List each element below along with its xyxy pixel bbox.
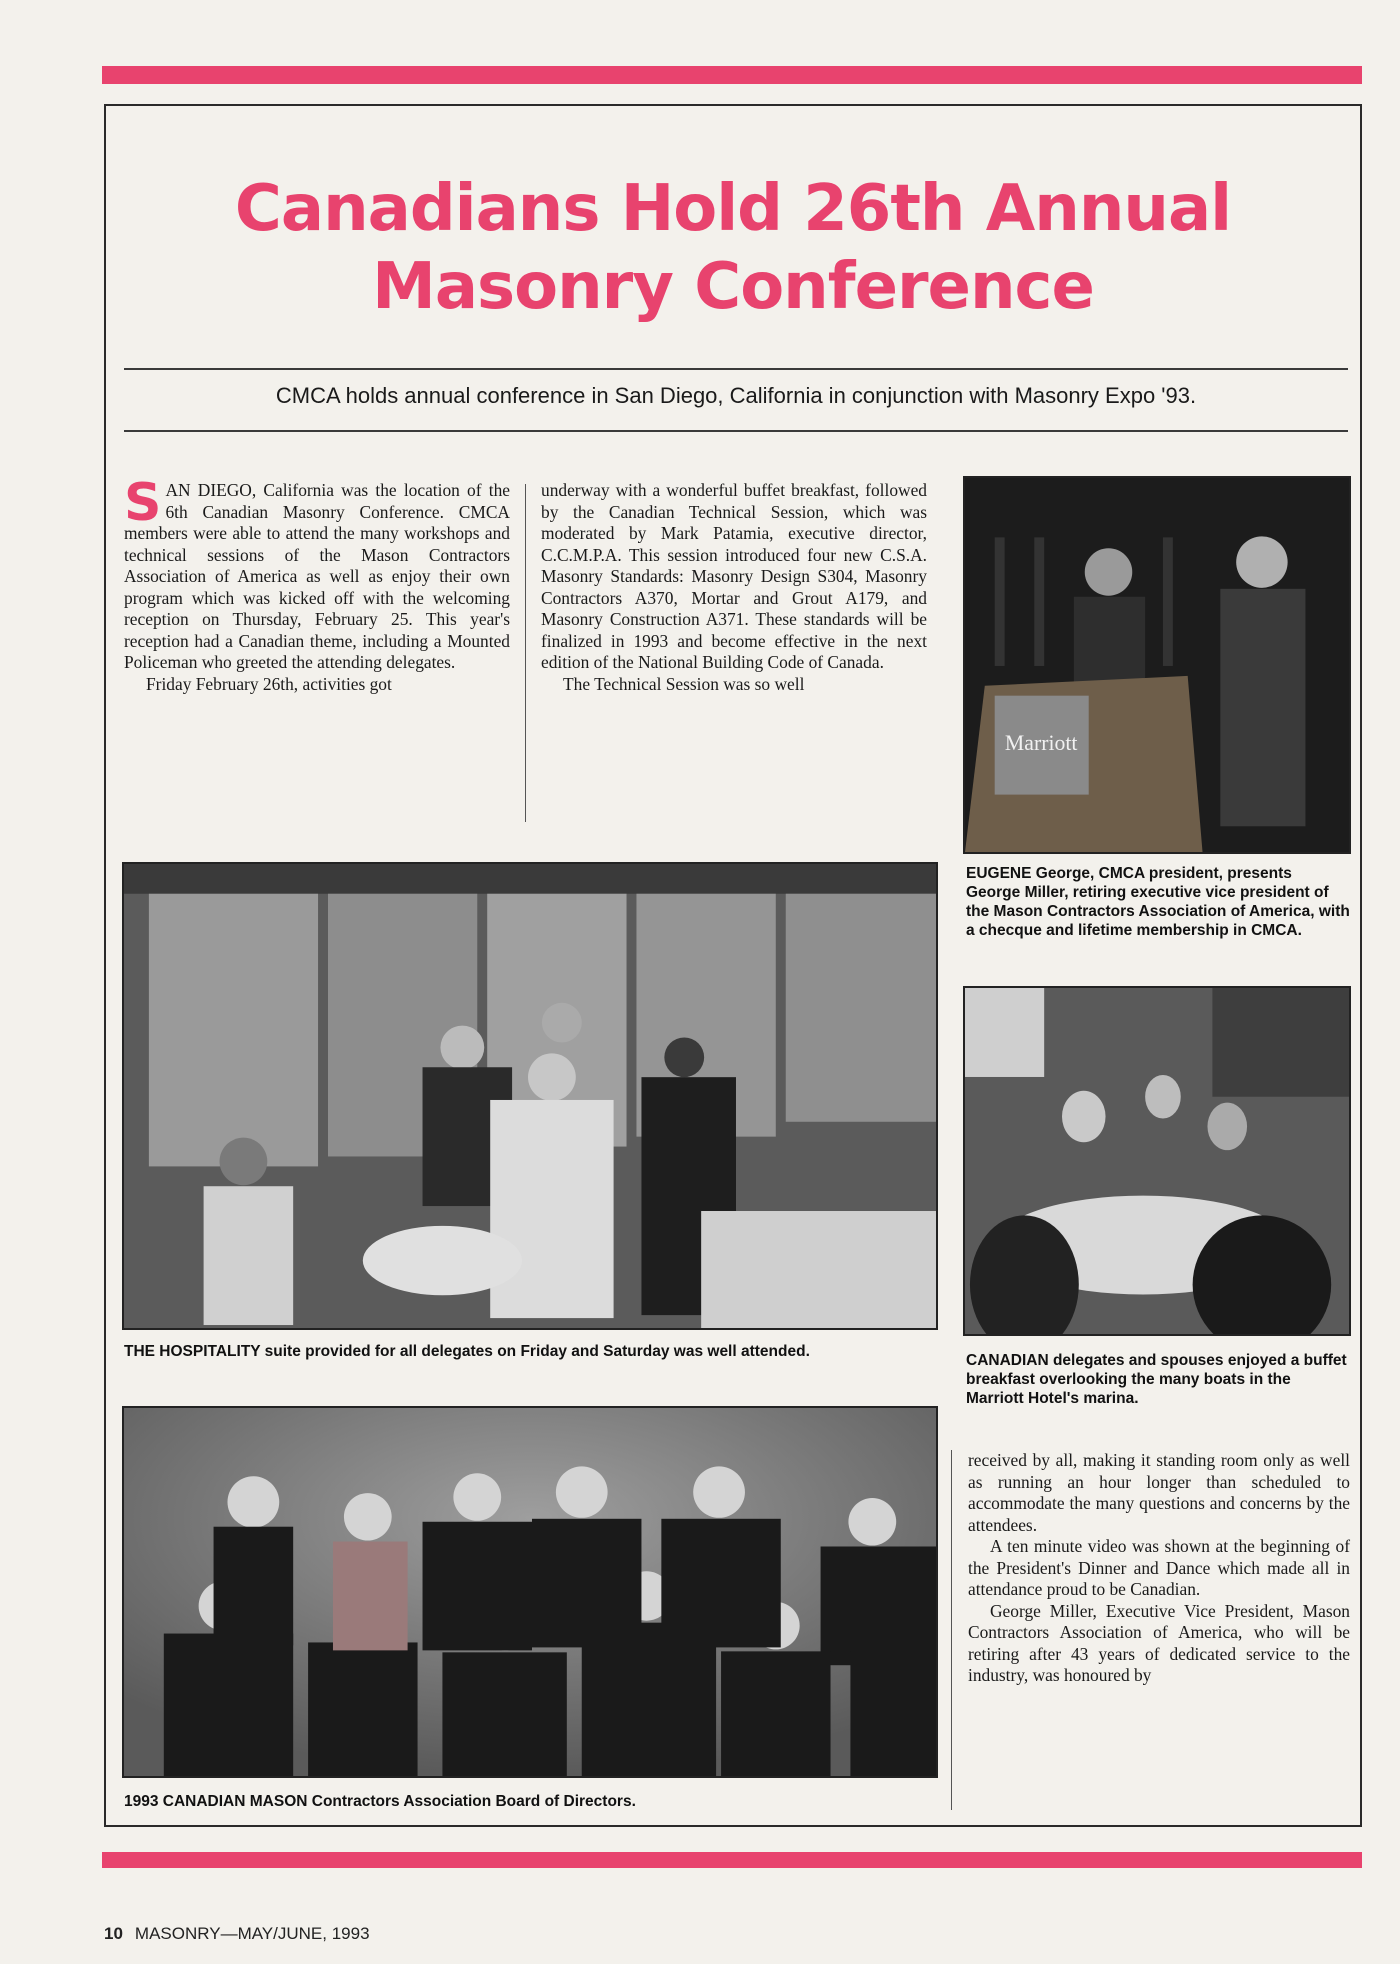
article-subtitle: CMCA holds annual conference in San Diego, California in conjunction with Masonry Expo '93. bbox=[275, 383, 1197, 408]
title-line-1: Canadians Hold 26th Annual bbox=[234, 172, 1232, 246]
body-column-2 bbox=[541, 480, 927, 695]
title-line-2: Masonry Conference bbox=[372, 250, 1094, 324]
podium-photo-image bbox=[965, 478, 1349, 852]
article-title bbox=[104, 170, 1362, 326]
board-caption: 1993 CANADIAN MASON Contractors Association Board of Directors. bbox=[124, 1793, 636, 1810]
body-column-3 bbox=[968, 1450, 1350, 1687]
body-column-1 bbox=[124, 473, 510, 695]
hospitality-photo bbox=[122, 862, 938, 1330]
page-footer bbox=[104, 1924, 370, 1944]
col1-paragraph-1-text: AN DIEGO, California was the location of the 6th Canadian Masonry Conference. CMCA members were able to attend the many workshops and technical sessions of the Mason Contractors Association of America as well as enjoy their own program which was kicked off with the welcoming reception on Thursday, February 25. This year's reception had a Canadian theme, including a Mounted Policeman who greeted the attending delegates. bbox=[124, 480, 510, 672]
col3-paragraph-2: A ten minute video was shown at the beginning of the President's Dinner and Dance which made all in attendance proud to be Canadian. bbox=[968, 1536, 1350, 1599]
hospitality-photo-image bbox=[124, 864, 936, 1328]
podium-photo bbox=[963, 476, 1351, 854]
col1-paragraph-2: Friday February 26th, activities got bbox=[146, 673, 392, 694]
column-divider-right bbox=[951, 1450, 952, 1810]
drop-cap: S bbox=[124, 473, 162, 533]
subtitle-top-rule bbox=[124, 368, 1348, 370]
breakfast-photo bbox=[963, 986, 1351, 1336]
column-divider bbox=[525, 484, 526, 822]
col3-paragraph-1: received by all, making it standing room only as well as running an hour longer than scheduled to accommodate the many questions and concerns by the attendees. bbox=[968, 1450, 1350, 1535]
breakfast-caption: CANADIAN delegates and spouses enjoyed a buffet breakfast overlooking the many boats in the Marriott Hotel's marina. bbox=[966, 1352, 1347, 1407]
breakfast-photo-image bbox=[965, 988, 1349, 1334]
publication-line: MASONRY—MAY/JUNE, 1993 bbox=[134, 1924, 370, 1943]
board-photo bbox=[122, 1406, 938, 1778]
col3-paragraph-3: George Miller, Executive Vice President, Mason Contractors Association of America, who will be retiring after 43 years of dedicated service to the industry, was honoured by bbox=[968, 1600, 1350, 1685]
col2-paragraph-1: underway with a wonderful buffet breakfast, followed by the Canadian Technical Session, which was moderated by Mark Patamia, executive director, C.C.M.P.A. This session introduced four new C.S.A. Masonry Standards: Masonry Design S304, Masonry Contractors A370, Mortar and Grout A179, and Masonry Construction A371. These standards will be finalized in 1993 and become effective in the next edition of the National Building Code of Canada. bbox=[541, 480, 927, 672]
top-accent-rule bbox=[102, 66, 1362, 84]
page-number: 10 bbox=[104, 1924, 123, 1943]
hospitality-caption: THE HOSPITALITY suite provided for all delegates on Friday and Saturday was well attended. bbox=[124, 1343, 810, 1360]
podium-caption: EUGENE George, CMCA president, presents George Miller, retiring executive vice president of the Mason Contractors Association of America, with a checque and lifetime membership in CMCA. bbox=[966, 865, 1350, 939]
col2-paragraph-2: The Technical Session was so well bbox=[563, 673, 805, 694]
subtitle-bottom-rule bbox=[124, 430, 1348, 432]
board-photo-image bbox=[124, 1408, 936, 1776]
bottom-accent-rule bbox=[102, 1852, 1362, 1868]
podium-sign-text: Marriott bbox=[1004, 731, 1078, 756]
col1-paragraph-1 bbox=[124, 473, 510, 674]
